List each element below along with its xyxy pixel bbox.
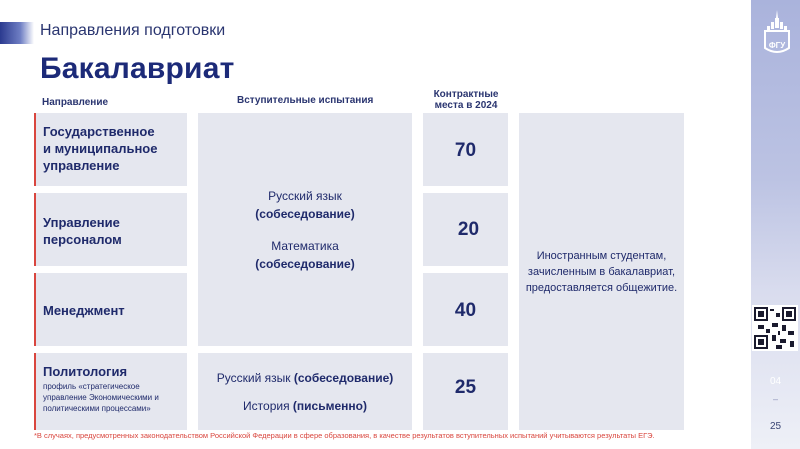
direction-name: Государственное и муниципальное управление <box>43 124 158 173</box>
exam-form: (письменно) <box>292 398 367 413</box>
places-value: 25 <box>423 353 508 430</box>
logo-text: ФГУ <box>768 41 786 50</box>
dormitory-note: Иностранным студентам, зачисленным в бакалавриат, предоставляется общежитие. <box>519 113 684 430</box>
exam-cell-group-2 <box>198 353 412 430</box>
exam-cell-group-1 <box>198 113 412 346</box>
qr-code-icon[interactable] <box>752 305 798 351</box>
section-subtitle: Направления подготовки <box>40 22 226 39</box>
exam-line <box>243 397 367 415</box>
direction-cell-politology <box>34 353 187 430</box>
exam-subject: Математика <box>271 238 339 253</box>
direction-name: Управление персоналом <box>43 215 122 247</box>
exam-subject: Русский язык <box>216 370 291 385</box>
exam-subject: История <box>243 398 290 413</box>
direction-cell-management <box>34 273 187 346</box>
column-header-direction: Направление <box>42 97 109 108</box>
direction-name: Политология <box>43 364 128 379</box>
page-number-current: 04 <box>769 376 782 387</box>
places-value: 20 <box>423 193 508 266</box>
page-number-separator: – <box>772 394 778 404</box>
header-accent-bar <box>0 22 34 44</box>
direction-cell-gmu <box>34 113 187 186</box>
exam-form: (собеседование) <box>255 256 355 271</box>
page-number-total: 25 <box>769 421 782 432</box>
exam-line <box>217 369 394 387</box>
direction-profile: профиль «стратегическое управление Экономическими и политическими процессами» <box>43 382 159 413</box>
places-value: 70 <box>423 113 508 186</box>
direction-name: Менеджмент <box>43 303 125 318</box>
column-header-places: Контрактные места в 2024 <box>433 89 499 111</box>
direction-cell-hr <box>34 193 187 266</box>
page-title: Бакалавриат <box>40 52 235 85</box>
column-header-exams: Вступительные испытания <box>237 95 374 106</box>
exam-form: (собеседование) <box>255 206 355 221</box>
exam-subject: Русский язык <box>268 188 342 203</box>
footnote: *В случаях, предусмотренных законодательством Российской Федерации в сфере образования, в качестве результатов вступительных испытаний учитываются результаты ЕГЭ. <box>34 431 655 440</box>
exam-form: (собеседование) <box>293 370 394 385</box>
places-value: 40 <box>423 273 508 346</box>
